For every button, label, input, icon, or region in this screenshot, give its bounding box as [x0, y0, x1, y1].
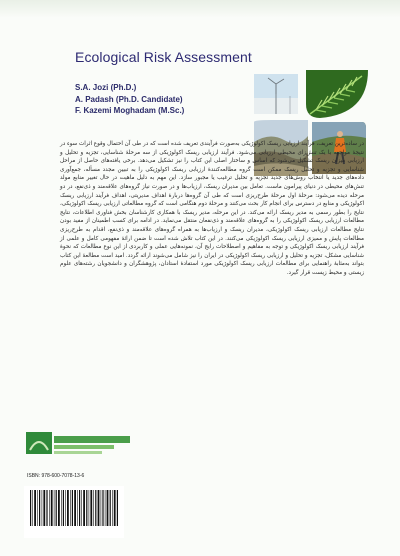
description-paragraph: در ساده‌ترین تعریف، فرآیند ارزیابی ریسک اکولوژیکی به‌صورت فرآیندی تعریف شده است که در طی آن احتمال وقوع اثرات سوء در نتیجهٔ مواجهه با یک تنش‌زای محیطی ارزیابی می‌شود. فرآیند ارزیابی ریسک اکولوژیکی از سه مرحلهٔ شناسایی، تجزیه و تحلیل و ارزیابی میزان ریسک تشکیل می‌شود که اساس و ساختار اصلی این کتاب را نیز تشکیل می‌دهد. برخی یافته‌های حاصل از مراحل شناسایی و تجزیه و تحلیل ریسک ممکن است گروه مطالعه‌کنندهٔ ارزیابی ریسک اکولوژیکی را به تبیین مجدد مسأله، جمع‌آوری داده‌های جدید یا انتخاب روش‌های جدید تجزیه و تحلیل ترغیب یا مجبور سازد. این مهم به دلیل ماهیت در حال تغییر منابع مولد تنش‌های محیطی در دنیای پیرامون ماست. تعامل بین مدیران ریسک، ارزیاب‌ها و در صورت نیاز گروه‌های علاقه‌مند و ذی‌نفع، در دو مرحله دیده می‌شود: مرحلهٔ اول مرحلهٔ طرح‌ریزی است که طی آن گروه‌ها دربارهٔ اهداف مدیریتی، اهداف فرآیند ارزیابی ریسک اکولوژیکی و منابع در دسترس برای انجام کار بحث می‌کنند و مرحلهٔ دوم هنگامی است که گروه مطالعاتی ارزیابی ریسک اکولوژیکی، نتایج را بطور رسمی به مدیر ریسک ارائه می‌کند. در این مرحله، مدیر ریسک با همکاری کارشناسان بخش فناوری اطلاعات، نتایج مطالعات ارزیابی ریسک اکولوژیکی را به گروه‌های علاقه‌مند و ذی‌نفعان منتقل می‌نماید. در ادامه برای کسب اطمینان از مفید بودن نتایج مطالعات ارزیابی ریسک اکولوژیکی، مدیران ریسک و ارزیاب‌ها به همراه گروه‌های علاقه‌مند و ذی‌نفع، اقدام به طرح‌ریزی مطالعات پایش و ممیزی ارزیابی ریسک اکولوژیکی می‌کنند. در این کتاب تلاش شده است تا ضمن ارائهٔ مفهومی کامل و علمی از فرآیند ارزیابی ریسک اکولوژیکی و توجه به مفاهیم و اصطلاحات رایج آن، نمونه‌هایی عملی و کاربردی از این نوع مطالعات که نحوهٔ شناسایی مشکل، تجزیه و تحلیل و ارزیابی ریسک اکولوژیکی در ایران را نیز شامل می‌شوند ارائه گردد. امید است مطالعهٔ این کتاب بتواند به‌مثابهٔ راهنمایی برای مطالعات ارزیابی ریسک اکولوژیکی مورد استفادهٔ استادان، پژوهشگران و دانشجویان رشته‌های علوم زیستی و محیط زیست قرار گیرد.: [60, 141, 364, 276]
book-description: [60, 140, 364, 278]
barcode: [24, 486, 124, 538]
wind-turbine-photo: [254, 74, 298, 114]
author-2: A. Padash (Ph.D. Candidate): [75, 94, 183, 104]
barcode-svg: [24, 486, 124, 538]
publisher-logo-svg: [24, 424, 134, 464]
author-list: [75, 82, 184, 117]
publisher-logo: [24, 424, 134, 464]
author-3: F. Kazemi Moghadam (M.Sc.): [75, 106, 185, 115]
isbn: ISBN: 978-600-7078-13-6: [27, 473, 85, 479]
author-1: S.A. Jozi (Ph.D.): [75, 83, 137, 92]
top-band: [0, 0, 400, 18]
book-title: Ecological Risk Assessment: [75, 49, 252, 65]
fern-photo: [306, 70, 368, 118]
